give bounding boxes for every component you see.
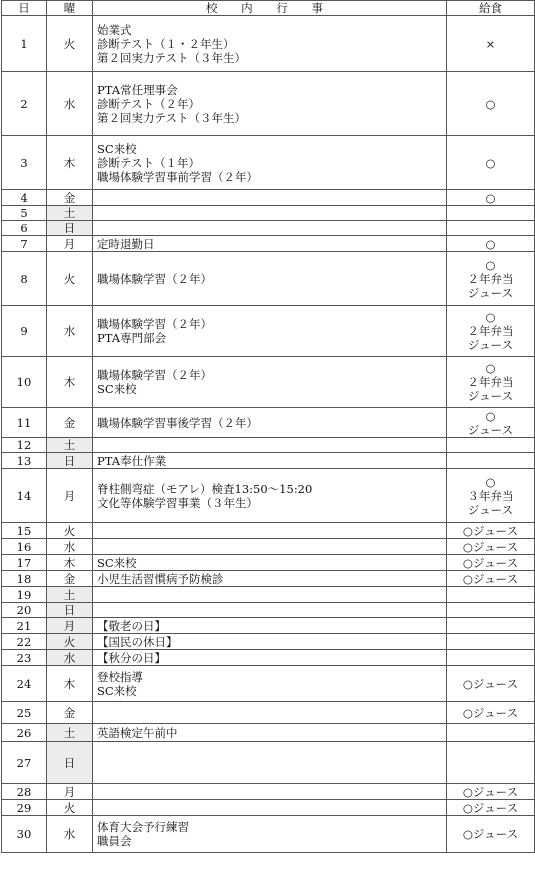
- table-row: [2, 724, 535, 742]
- row-weekday: 日: [47, 221, 93, 236]
- lunch-line: ○ジュース: [462, 523, 519, 538]
- table-row: [2, 650, 535, 666]
- lunch-line: ○: [485, 96, 496, 111]
- row-weekday: 木: [47, 666, 93, 702]
- row-date: 1: [2, 16, 47, 72]
- row-date: 15: [2, 523, 47, 539]
- header-row: [2, 1, 535, 16]
- event-line: PTA奉仕作業: [97, 453, 167, 468]
- table-row: [2, 252, 535, 306]
- row-weekday: 土: [47, 438, 93, 453]
- row-date: 23: [2, 650, 47, 666]
- row-weekday: 土: [47, 206, 93, 221]
- row-lunch: [447, 724, 535, 742]
- row-weekday: 土: [47, 724, 93, 742]
- event-line: SC来校: [97, 141, 137, 156]
- row-lunch: [447, 357, 535, 408]
- row-date: 28: [2, 784, 47, 800]
- table-row: [2, 72, 535, 136]
- row-events: [93, 16, 447, 72]
- row-events: [93, 72, 447, 136]
- lunch-line: ジュース: [467, 502, 514, 517]
- table-row: [2, 603, 535, 618]
- event-line: PTA専門部会: [97, 331, 167, 345]
- row-weekday: 木: [47, 555, 93, 571]
- table-row: [2, 16, 535, 72]
- row-date: 13: [2, 453, 47, 469]
- table-row: [2, 136, 535, 190]
- lunch-line: ○: [485, 257, 496, 272]
- table-row: [2, 702, 535, 724]
- lunch-line: ○ジュース: [462, 784, 519, 799]
- row-date: 5: [2, 206, 47, 221]
- table-row: [2, 618, 535, 634]
- event-line: 第２回実力テスト（３年生）: [97, 50, 247, 65]
- row-lunch: [447, 252, 535, 306]
- event-line: PTA常任理事会: [97, 82, 178, 97]
- event-line: SC来校: [97, 382, 137, 396]
- table-row: [2, 571, 535, 587]
- table-row: [2, 221, 535, 236]
- row-events: [93, 252, 447, 306]
- lunch-line: ○: [485, 236, 496, 251]
- row-lunch: [447, 742, 535, 784]
- row-events: [93, 469, 447, 523]
- row-lunch: [447, 603, 535, 618]
- row-lunch: [447, 206, 535, 221]
- row-weekday: 火: [47, 523, 93, 539]
- lunch-line: ○ジュース: [462, 555, 519, 570]
- row-date: 26: [2, 724, 47, 742]
- row-events: [93, 408, 447, 438]
- table-row: [2, 587, 535, 603]
- event-line: 始業式: [97, 22, 132, 37]
- lunch-line: ２年弁当: [467, 271, 514, 286]
- lunch-line: ２年弁当: [467, 375, 514, 389]
- header-weekday: 曜: [47, 1, 93, 16]
- row-date: 12: [2, 438, 47, 453]
- row-lunch: [447, 618, 535, 634]
- row-lunch: [447, 221, 535, 236]
- event-line: 【敬老の日】: [97, 618, 166, 633]
- row-events: [93, 206, 447, 221]
- lunch-line: ジュース: [467, 285, 514, 300]
- row-events: [93, 236, 447, 252]
- monthly-schedule-table: [1, 0, 535, 853]
- row-events: [93, 702, 447, 724]
- row-date: 24: [2, 666, 47, 702]
- table-row: [2, 438, 535, 453]
- row-date: 18: [2, 571, 47, 587]
- row-events: [93, 800, 447, 816]
- row-events: [93, 634, 447, 650]
- lunch-line: ○ジュース: [462, 676, 519, 691]
- row-lunch: [447, 666, 535, 702]
- table-row: [2, 236, 535, 252]
- event-line: 第２回実力テスト（３年生）: [97, 110, 247, 125]
- event-line: 職場体験学習（２年）: [97, 368, 212, 382]
- row-weekday: 土: [47, 587, 93, 603]
- table-row: [2, 816, 535, 853]
- event-line: 体育大会予行練習: [97, 820, 189, 834]
- row-date: 3: [2, 136, 47, 190]
- lunch-line: ○ジュース: [462, 571, 519, 586]
- table-row: [2, 555, 535, 571]
- event-line: 文化等体験学習事業（３年生）: [97, 495, 258, 510]
- lunch-line: ○: [485, 190, 496, 205]
- schedule-body: [2, 16, 535, 853]
- event-line: 登校指導: [97, 669, 143, 684]
- row-weekday: 水: [47, 306, 93, 357]
- table-row: [2, 666, 535, 702]
- row-weekday: 金: [47, 408, 93, 438]
- row-weekday: 月: [47, 784, 93, 800]
- table-row: [2, 634, 535, 650]
- table-row: [2, 800, 535, 816]
- event-line: 職場体験学習（２年）: [97, 317, 212, 331]
- table-row: [2, 453, 535, 469]
- table-row: [2, 306, 535, 357]
- lunch-line: ○ジュース: [462, 705, 519, 720]
- row-date: 27: [2, 742, 47, 784]
- row-lunch: [447, 555, 535, 571]
- lunch-line: ○: [485, 155, 496, 170]
- row-date: 29: [2, 800, 47, 816]
- event-line: 診断テスト（１年）: [97, 155, 201, 170]
- row-lunch: [447, 16, 535, 72]
- row-weekday: 金: [47, 190, 93, 206]
- row-lunch: [447, 784, 535, 800]
- row-events: [93, 438, 447, 453]
- row-date: 25: [2, 702, 47, 724]
- row-lunch: [447, 539, 535, 555]
- event-line: 診断テスト（２年）: [97, 96, 201, 111]
- lunch-line: ジュース: [467, 338, 514, 352]
- row-lunch: [447, 702, 535, 724]
- event-line: 小児生活習慣病予防検診: [97, 571, 224, 586]
- row-events: [93, 306, 447, 357]
- event-line: 診断テスト（１・２年生）: [97, 36, 235, 51]
- row-events: [93, 618, 447, 634]
- table-row: [2, 784, 535, 800]
- row-events: [93, 221, 447, 236]
- row-weekday: 日: [47, 453, 93, 469]
- row-date: 2: [2, 72, 47, 136]
- row-date: 22: [2, 634, 47, 650]
- row-date: 19: [2, 587, 47, 603]
- row-events: [93, 539, 447, 555]
- row-events: [93, 523, 447, 539]
- row-date: 9: [2, 306, 47, 357]
- event-line: 【秋分の日】: [97, 650, 166, 665]
- table-row: [2, 357, 535, 408]
- row-lunch: [447, 438, 535, 453]
- row-lunch: [447, 523, 535, 539]
- row-weekday: 水: [47, 72, 93, 136]
- row-lunch: [447, 469, 535, 523]
- row-events: [93, 136, 447, 190]
- row-events: [93, 555, 447, 571]
- event-line: 職場体験学習事後学習（２年）: [97, 415, 258, 430]
- row-events: [93, 784, 447, 800]
- row-events: [93, 571, 447, 587]
- header-events: 校 内 行 事: [93, 1, 447, 16]
- row-lunch: [447, 306, 535, 357]
- lunch-line: ×: [485, 36, 496, 51]
- row-weekday: 火: [47, 800, 93, 816]
- row-weekday: 水: [47, 650, 93, 666]
- row-weekday: 火: [47, 252, 93, 306]
- lunch-line: ジュース: [467, 389, 514, 403]
- row-date: 11: [2, 408, 47, 438]
- row-date: 20: [2, 603, 47, 618]
- row-events: [93, 453, 447, 469]
- row-weekday: 金: [47, 571, 93, 587]
- table-row: [2, 742, 535, 784]
- row-weekday: 月: [47, 236, 93, 252]
- row-weekday: 木: [47, 357, 93, 408]
- row-lunch: [447, 453, 535, 469]
- header-date: 日: [2, 1, 47, 16]
- row-date: 17: [2, 555, 47, 571]
- lunch-line: ○ジュース: [462, 539, 519, 554]
- row-lunch: [447, 800, 535, 816]
- row-weekday: 水: [47, 539, 93, 555]
- row-weekday: 日: [47, 742, 93, 784]
- lunch-line: ２年弁当: [467, 324, 514, 338]
- event-line: 定時退勤日: [97, 236, 155, 251]
- row-events: [93, 650, 447, 666]
- row-lunch: [447, 816, 535, 853]
- row-events: [93, 666, 447, 702]
- event-line: 職場体験学習事前学習（２年）: [97, 169, 258, 184]
- table-row: [2, 523, 535, 539]
- row-weekday: 火: [47, 16, 93, 72]
- row-date: 4: [2, 190, 47, 206]
- row-date: 10: [2, 357, 47, 408]
- row-weekday: 月: [47, 469, 93, 523]
- row-weekday: 火: [47, 634, 93, 650]
- row-date: 6: [2, 221, 47, 236]
- row-lunch: [447, 650, 535, 666]
- event-line: SC来校: [97, 683, 137, 698]
- row-events: [93, 724, 447, 742]
- row-events: [93, 603, 447, 618]
- lunch-line: ３年弁当: [467, 488, 514, 503]
- table-row: [2, 408, 535, 438]
- lunch-line: ○: [485, 361, 496, 375]
- event-line: SC来校: [97, 555, 137, 570]
- row-events: [93, 816, 447, 853]
- lunch-line: ○: [485, 310, 496, 324]
- lunch-line: ジュース: [467, 422, 514, 437]
- row-lunch: [447, 634, 535, 650]
- row-lunch: [447, 136, 535, 190]
- row-lunch: [447, 72, 535, 136]
- table-row: [2, 469, 535, 523]
- row-weekday: 日: [47, 603, 93, 618]
- event-line: 職員会: [97, 834, 132, 848]
- row-lunch: [447, 571, 535, 587]
- row-weekday: 月: [47, 618, 93, 634]
- event-line: 職場体験学習（２年）: [97, 271, 212, 286]
- table-row: [2, 539, 535, 555]
- row-date: 7: [2, 236, 47, 252]
- row-lunch: [447, 190, 535, 206]
- header-lunch: 給食: [447, 1, 535, 16]
- row-lunch: [447, 587, 535, 603]
- lunch-line: ○: [485, 474, 496, 489]
- table-row: [2, 206, 535, 221]
- row-events: [93, 742, 447, 784]
- event-line: 脊柱側弯症（モアレ）検査13:50～15:20: [97, 481, 313, 496]
- lunch-line: ○: [485, 408, 496, 423]
- row-weekday: 水: [47, 816, 93, 853]
- row-date: 16: [2, 539, 47, 555]
- row-lunch: [447, 236, 535, 252]
- table-row: [2, 190, 535, 206]
- row-date: 14: [2, 469, 47, 523]
- lunch-line: ○ジュース: [462, 827, 519, 841]
- lunch-line: ○ジュース: [462, 800, 519, 815]
- event-line: 英語検定午前中: [97, 725, 178, 740]
- row-date: 21: [2, 618, 47, 634]
- row-weekday: 金: [47, 702, 93, 724]
- row-events: [93, 190, 447, 206]
- row-events: [93, 357, 447, 408]
- row-date: 30: [2, 816, 47, 853]
- row-lunch: [447, 408, 535, 438]
- event-line: 【国民の休日】: [97, 634, 178, 649]
- row-events: [93, 587, 447, 603]
- row-weekday: 木: [47, 136, 93, 190]
- row-date: 8: [2, 252, 47, 306]
